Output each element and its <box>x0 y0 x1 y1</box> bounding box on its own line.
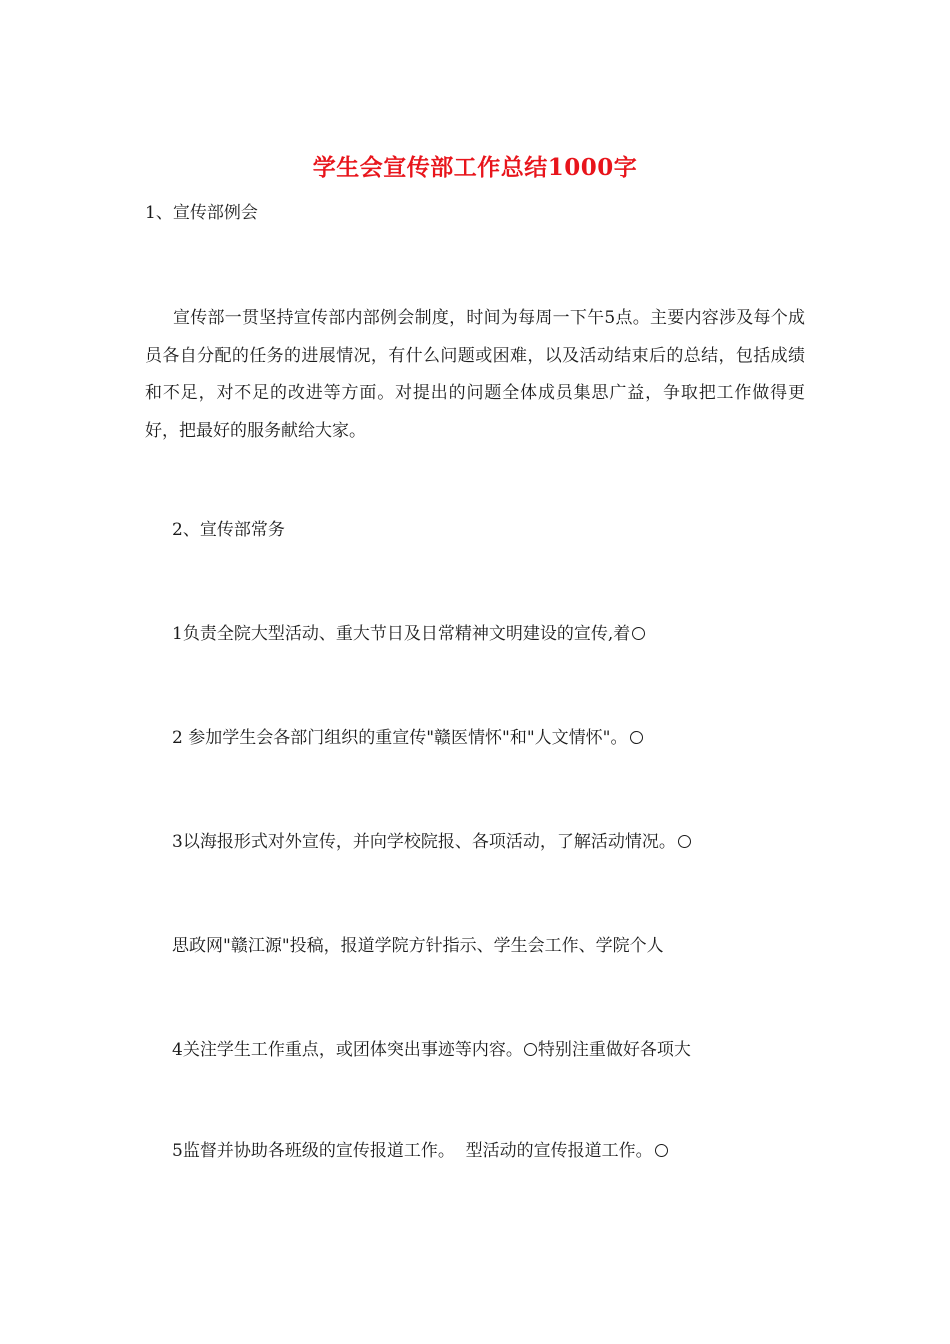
circle-icon <box>630 731 643 744</box>
list-item <box>172 725 643 751</box>
document-title: 学生会宣传部工作总结1000字 <box>312 154 638 181</box>
meeting-paragraph: 宣传部一贯坚持宣传部内部例会制度，时间为每周一下午5点。主要内容涉及每个成员各自分配的任务的进展情况，有什么问题或困难，以及活动结束后的总结，包括成绩和不足，对不足的改进等方面。对提出的问题全体成员集思广益，争取把工作做得更好，把最好的服务献给大家。 <box>145 308 805 441</box>
list-item-text: 思政网"赣江源"投稿，报道学院方针指示、学生会工作、学院个人 <box>172 936 664 956</box>
list-item-text: 4关注学生工作重点，或团体突出事迹等内容。 <box>172 1040 523 1060</box>
list-item <box>172 621 645 647</box>
circle-icon <box>655 1144 668 1157</box>
list-item-text-continued: 特别注重做好各项大 <box>537 1040 691 1060</box>
circle-icon <box>678 835 691 848</box>
section-heading-routine: 2、宣传部常务 <box>172 520 285 540</box>
list-item <box>172 1037 691 1063</box>
list-item-text: 3以海报形式对外宣传，并向学校院报、各项活动，了解活动情况。 <box>172 832 676 852</box>
list-item-text: 2 参加学生会各部门组织的重宣传"赣医情怀"和"人文情怀"。 <box>172 728 628 748</box>
section-heading-meeting: 1、宣传部例会 <box>145 203 258 223</box>
list-item <box>172 933 664 959</box>
list-item <box>172 1138 668 1164</box>
list-item-text: 1负责全院大型活动、重大节日及日常精神文明建设的宣传,着 <box>172 624 631 644</box>
circle-icon <box>524 1043 537 1056</box>
list-item <box>172 829 691 855</box>
circle-icon <box>632 627 645 640</box>
list-item-text: 5监督并协助各班级的宣传报道工作。 型活动的宣传报道工作。 <box>172 1141 653 1161</box>
